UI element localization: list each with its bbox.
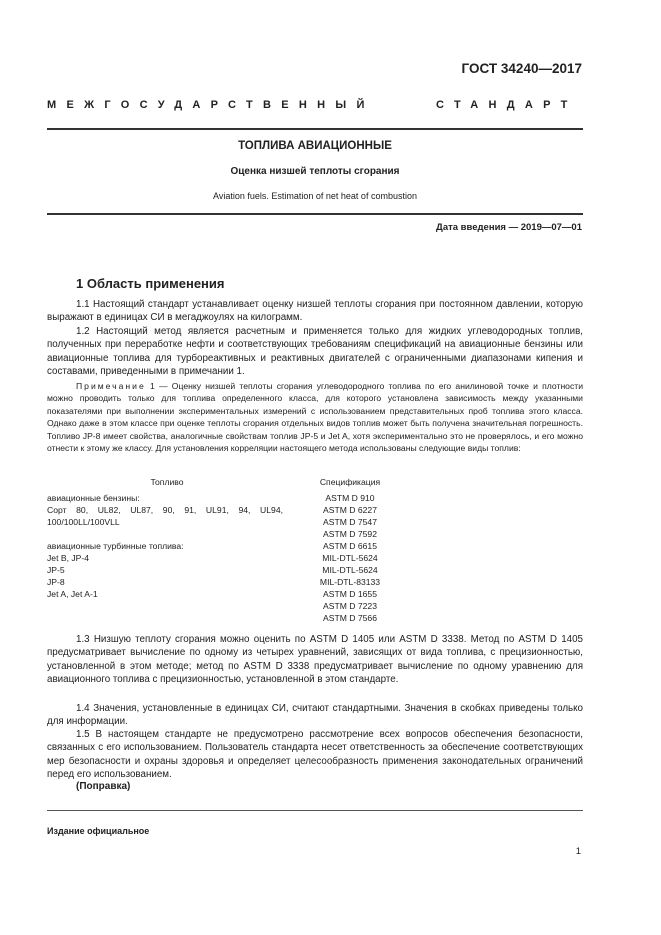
clause-1-1 bbox=[47, 298, 583, 325]
paragraph-1-1: 1.1 Настоящий стандарт устанавливает оценку низшей теплоты сгорания при постоянном давлении, которую выражают в единицах СИ в мегаджоулях на килограмм. bbox=[47, 299, 583, 324]
table-cell-spec: ASTM D 7223 bbox=[323, 601, 377, 611]
table-header-fuel: Топливо bbox=[150, 477, 184, 487]
edition-label: Издание официальное bbox=[47, 826, 150, 836]
table-cell-spec: ASTM D 6227 bbox=[323, 505, 377, 515]
correction-mark: (Поправка) bbox=[76, 781, 131, 792]
table-cell-fuel: JP-5 bbox=[47, 565, 65, 575]
note-1 bbox=[47, 380, 583, 454]
note-text: 1 — Оценку низшей теплоты сгорания углеводородного топлива по его анилиновой точке и плотности можно проводить только для топлива определенного класса, для которого установлена зависимость между указанными показателями при выполнении экспериментальных измерений с использованием представительных проб топлива этого класса. Однако даже в этом классе при оценке теплоты сгорания отдельных видов топлив может быть получена значительная погрешность. Топливо JP-8 имеет свойства, аналогичные свойствам топлив JP-5 и Jet A, хотя экспериментально это не проверялось, и его можно отнести к этому же классу. Для установления корреляции настоящего метода использованы следующие виды топлив: bbox=[47, 381, 583, 454]
table-header-spec: Спецификация bbox=[319, 477, 381, 487]
title-divider bbox=[47, 213, 583, 215]
introduction-date: Дата введения — 2019—07—01 bbox=[436, 222, 582, 233]
table-cell-spec: ASTM D 910 bbox=[325, 493, 375, 503]
table-cell-fuel: авиационные бензины: bbox=[47, 493, 140, 503]
table-cell-fuel: Сорт 80, UL82, UL87, 90, 91, UL91, 94, UL94, bbox=[47, 505, 283, 515]
document-title: ТОПЛИВА АВИАЦИОННЫЕ bbox=[238, 140, 392, 152]
standard-type-right: СТАНДАРТ bbox=[436, 99, 578, 111]
note-label: Примечание bbox=[76, 381, 146, 391]
standard-type-left: МЕЖГОСУДАРСТВЕННЫЙ bbox=[47, 99, 375, 111]
table-cell-fuel: авиационные турбинные топлива: bbox=[47, 541, 184, 551]
document-title-english: Aviation fuels. Estimation of net heat of combustion bbox=[213, 191, 417, 201]
table-cell-spec: ASTM D 7547 bbox=[323, 517, 377, 527]
document-code: ГОСТ 34240—2017 bbox=[461, 61, 582, 76]
table-cell-spec: ASTM D 6615 bbox=[323, 541, 377, 551]
clause-1-5 bbox=[47, 728, 583, 782]
table-cell-fuel: Jet A, Jet A-1 bbox=[47, 589, 98, 599]
table-cell-spec: MIL-DTL-5624 bbox=[322, 553, 378, 563]
table-cell-spec: ASTM D 1655 bbox=[323, 589, 377, 599]
table-cell-spec: MIL-DTL-83133 bbox=[319, 577, 381, 587]
paragraph-1-2: 1.2 Настоящий метод является расчетным и применяется только для жидких углеводородных топлив, полученных при переработке нефти и соответствующих требованиям спецификаций на авиационные бензины или авиационные топлива для турбореактивных и реактивных двигателей с ограниченными диапазонами кипения и составами, приведенными в примечании 1. bbox=[47, 326, 583, 378]
table-cell-spec: MIL-DTL-5624 bbox=[322, 565, 378, 575]
table-cell-fuel: 100/100LL/100VLL bbox=[47, 517, 120, 527]
paragraph-1-5: 1.5 В настоящем стандарте не предусмотрено рассмотрение всех вопросов обеспечения безопасности, связанных с его использованием. Пользователь стандарта несет ответственность за обеспечение соответствующих мер безопасности и охраны здоровья и определяет целесообразность применения законодательных ограничений перед его использованием. bbox=[47, 729, 583, 781]
clause-1-2 bbox=[47, 325, 583, 379]
table-cell-fuel: Jet B, JP-4 bbox=[47, 553, 90, 563]
table-cell-fuel: JP-8 bbox=[47, 577, 65, 587]
section-heading: 1 Область применения bbox=[76, 276, 225, 291]
clause-1-3 bbox=[47, 633, 583, 687]
table-cell-spec: ASTM D 7592 bbox=[323, 529, 377, 539]
table-cell-spec: ASTM D 7566 bbox=[323, 613, 377, 623]
page-number: 1 bbox=[575, 846, 581, 857]
footer-divider bbox=[47, 810, 583, 811]
paragraph-1-3: 1.3 Низшую теплоту сгорания можно оценить по ASTM D 1405 или ASTM D 3338. Метод по ASTM D 1405 предусматривает вычисление по одному из четырех уравнений, зависящих от вида топлива, с прецизионностью, установленной в этом методе; метод по ASTM D 3338 предусматривает вычисление по одному уравнению для авиационного топлива с прецизионностью, установленной в этом стандарте. bbox=[47, 634, 583, 686]
clause-1-4 bbox=[47, 702, 583, 729]
paragraph-1-4: 1.4 Значения, установленные в единицах СИ, считают стандартными. Значения в скобках приведены только для информации. bbox=[47, 703, 583, 728]
header-divider bbox=[47, 128, 583, 130]
document-subtitle: Оценка низшей теплоты сгорания bbox=[230, 166, 400, 177]
